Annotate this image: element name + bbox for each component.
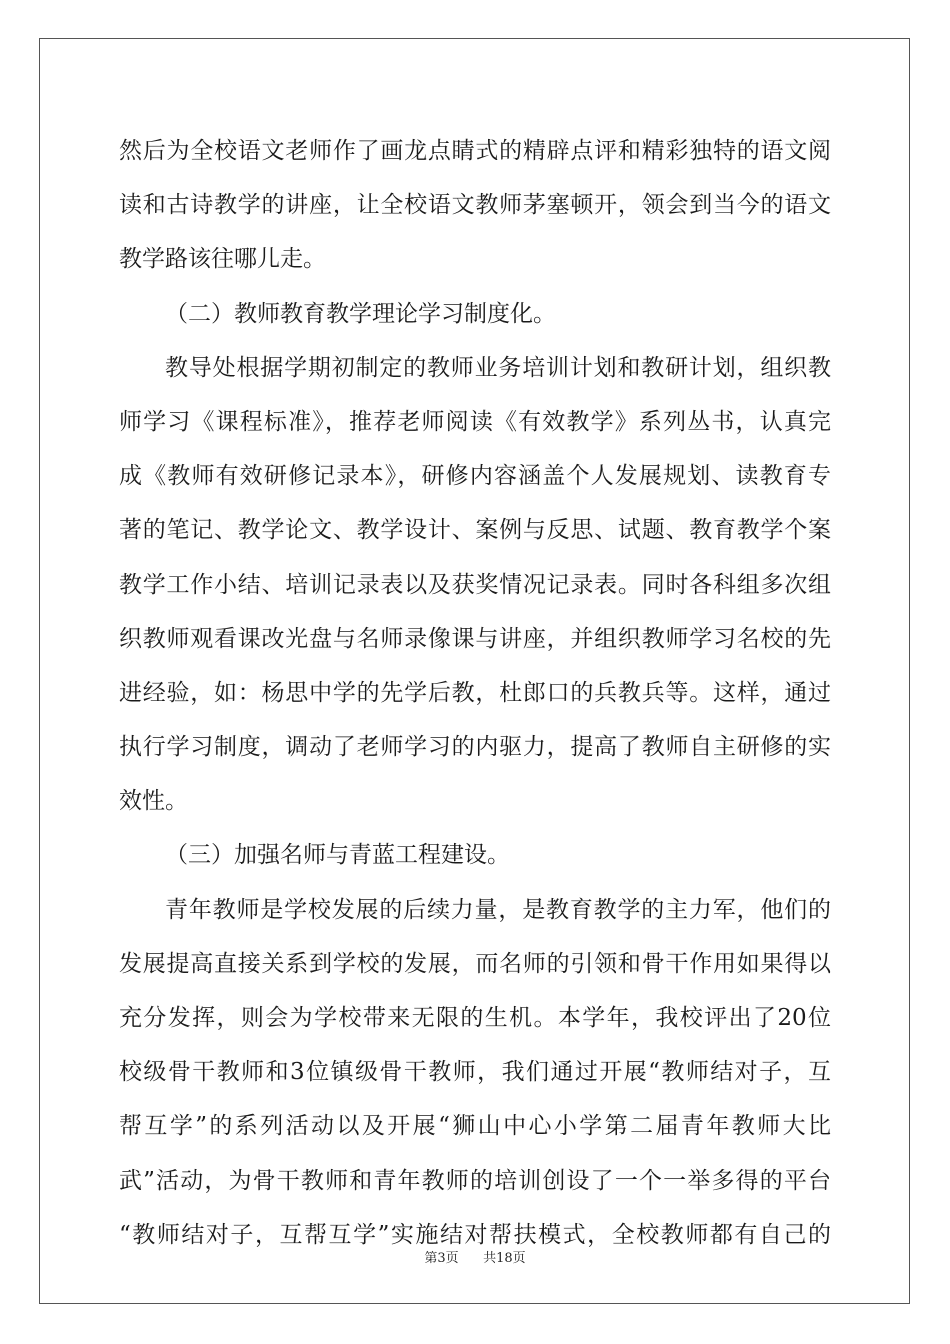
text-line: 校级骨干教师和3位镇级骨干教师，我们通过开展“教师结对子，互 (119, 1059, 831, 1086)
document-body (119, 124, 831, 1262)
text-line: 执行学习制度，调动了老师学习的内驱力，提高了教师自主研修的实 (119, 734, 831, 761)
text-line: 充分发挥，则会为学校带来无限的生机。本学年，我校评出了20位 (119, 1005, 831, 1031)
text-line: 然后为全校语文老师作了画龙点睛式的精辟点评和精彩独特的语文阅 (119, 138, 831, 164)
text-line: 效性。 (119, 788, 188, 815)
text-line: 读和古诗教学的讲座，让全校语文教师茅塞顿开，领会到当今的语文 (119, 192, 831, 219)
text-line: “教师结对子，互帮互学”实施结对帮扶模式，全校教师都有自己的 (119, 1221, 831, 1248)
text-line: （三）加强名师与青蓝工程建设。 (165, 842, 510, 869)
text-line: 教学路该往哪儿走。 (119, 246, 326, 273)
page-separator (467, 1251, 475, 1266)
page-total: 共18页 (483, 1251, 526, 1266)
page-footer (0, 1247, 950, 1266)
page-number: 第3页 (424, 1251, 459, 1266)
text-line: 师学习《课程标准》，推荐老师阅读《有效教学》系列丛书，认真完 (119, 408, 831, 435)
text-line: 发展提高直接关系到学校的发展，而名师的引领和骨干作用如果得以 (119, 950, 831, 977)
text-line: 进经验，如：杨思中学的先学后教，杜郎口的兵教兵等。这样，通过 (119, 679, 831, 706)
text-line: 教学工作小结、培训记录表以及获奖情况记录表。同时各科组多次组 (119, 571, 831, 598)
text-line: 武”活动，为骨干教师和青年教师的培训创设了一个一举多得的平台 (119, 1167, 831, 1194)
text-line: 帮互学”的系列活动以及开展“狮山中心小学第二届青年教师大比 (119, 1113, 831, 1140)
text-line: 成《教师有效研修记录本》，研修内容涵盖个人发展规划、读教育专 (119, 463, 831, 490)
text-line: （二）教师教育教学理论学习制度化。 (165, 300, 556, 327)
text-line: 青年教师是学校发展的后续力量，是教育教学的主力军，他们的 (165, 896, 831, 923)
text-line: 著的笔记、教学论文、教学设计、案例与反思、试题、教育教学个案 (119, 517, 831, 544)
text-line: 织教师观看课改光盘与名师录像课与讲座，并组织教师学习名校的先 (119, 625, 831, 652)
text-line: 教导处根据学期初制定的教师业务培训计划和教研计划，组织教 (165, 354, 831, 381)
